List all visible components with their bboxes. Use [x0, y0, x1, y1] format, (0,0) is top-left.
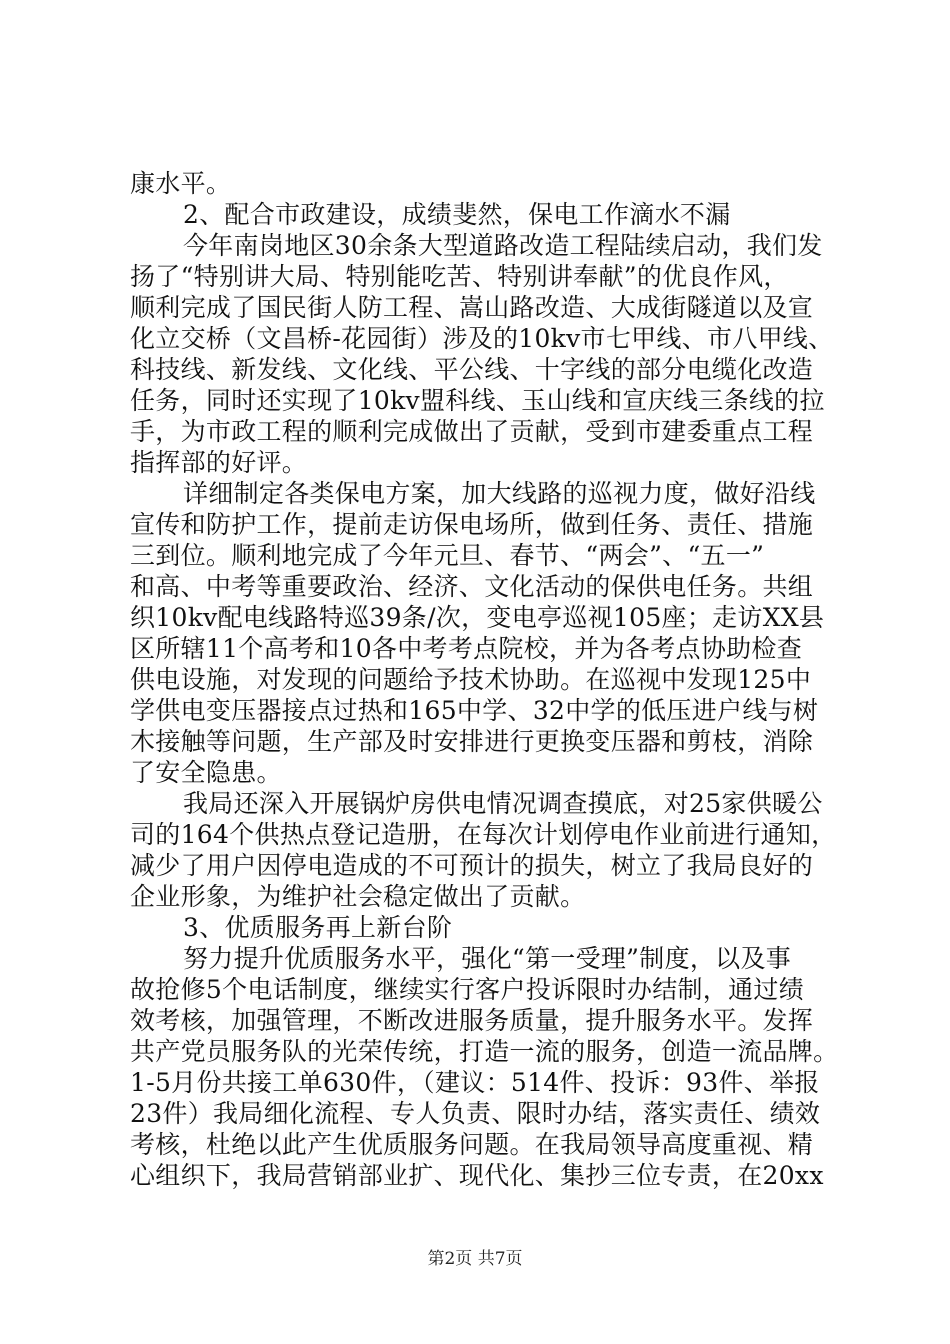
text-line: 区所辖11个高考和10各中考考点院校，并为各考点协助检查: [130, 634, 803, 663]
text-line: 了安全隐患。: [130, 758, 282, 787]
text-line: 化立交桥（文昌桥-花园街）涉及的10kv市七甲线、市八甲线、: [130, 324, 834, 353]
text-line: 科技线、新发线、文化线、平公线、十字线的部分电缆化改造: [130, 355, 814, 384]
text-line: 和高、中考等重要政治、经济、文化活动的保供电任务。共组: [130, 572, 814, 601]
text-line: 我局还深入开展锅炉房供电情况调查摸底，对25家供暖公: [183, 789, 823, 818]
text-line: 今年南岗地区30余条大型道路改造工程陆续启动，我们发: [183, 231, 823, 260]
text-line: 心组织下，我局营销部业扩、现代化、集抄三位专责，在20xx: [130, 1161, 824, 1190]
text-line: 扬了“特别讲大局、特别能吃苦、特别讲奉献”的优良作风，: [130, 262, 789, 291]
text-line: 3、优质服务再上新台阶: [183, 913, 453, 942]
text-line: 共产党员服务队的光荣传统，打造一流的服务，创造一流品牌。: [130, 1037, 839, 1066]
text-line: 效考核，加强管理，不断改进服务质量，提升服务水平。发挥: [130, 1006, 814, 1035]
text-line: 康水平。: [130, 169, 232, 198]
text-line: 23件）我局细化流程、专人负责、限时办结，落实责任、绩效: [130, 1099, 821, 1128]
text-line: 木接触等问题，生产部及时安排进行更换变压器和剪枝，消除: [130, 727, 814, 756]
text-line: 顺利完成了国民街人防工程、嵩山路改造、大成街隧道以及宣: [130, 293, 814, 322]
text-line: 详细制定各类保电方案，加大线路的巡视力度，做好沿线: [183, 479, 816, 508]
text-line: 学供电变压器接点过热和165中学、32中学的低压进户线与树: [130, 696, 819, 725]
text-line: 手，为市政工程的顺利完成做出了贡献，受到市建委重点工程: [130, 417, 814, 446]
text-line: 任务，同时还实现了10kv盟科线、玉山线和宣庆线三条线的拉: [130, 386, 825, 415]
text-line: 织10kv配电线路特巡39条/次，变电亭巡视105座；走访XX县: [130, 603, 825, 632]
text-line: 企业形象，为维护社会稳定做出了贡献。: [130, 882, 586, 911]
text-line: 考核，杜绝以此产生优质服务问题。在我局领导高度重视、精: [130, 1130, 814, 1159]
text-line: 2、配合市政建设，成绩斐然，保电工作滴水不漏: [183, 200, 731, 229]
text-line: 努力提升优质服务水平，强化“第一受理”制度，以及事: [183, 944, 792, 973]
document-body: [130, 168, 860, 1191]
text-line: 1-5月份共接工单630件，（建议：514件、投诉：93件、举报: [130, 1068, 820, 1097]
text-line: 供电设施，对发现的问题给予技术协助。在巡视中发现125中: [130, 665, 812, 694]
text-line: 指挥部的好评。: [130, 448, 308, 477]
page-number-footer: 第2页 共7页: [427, 1249, 523, 1269]
text-line: 三到位。顺利地完成了今年元旦、春节、“两会”、“五一”: [130, 541, 765, 570]
text-line: 减少了用户因停电造成的不可预计的损失，树立了我局良好的: [130, 851, 814, 880]
text-line: 司的164个供热点登记造册，在每次计划停电作业前进行通知，: [130, 820, 837, 849]
text-line: 宣传和防护工作，提前走访保电场所，做到任务、责任、措施: [130, 510, 814, 539]
text-line: 故抢修5个电话制度，继续实行客户投诉限时办结制，通过绩: [130, 975, 805, 1004]
